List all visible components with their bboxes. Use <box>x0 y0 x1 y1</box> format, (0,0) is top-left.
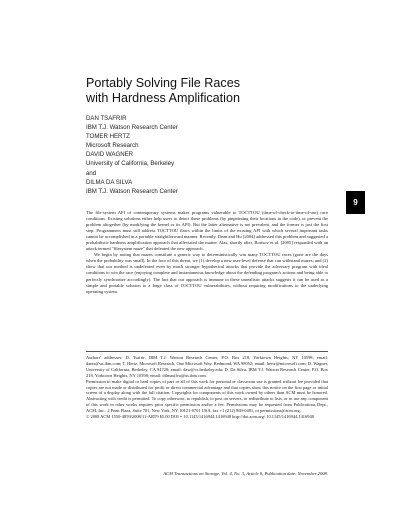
author-affiliation: IBM T.J. Watson Research Center <box>86 187 178 195</box>
permission-notice: Permission to make digital or hard copies of part or all of this work for personal or classroom use is granted without fee provided that copies are not made or distributed for profit or direct commercial advantage and that copies show this notice on the first page or initial screen of a display along with the full citation. Copyrights for components of this work owned by others than ACM must be honored. Abstracting with credit is permitted. To copy otherwise, to republish, to post on servers, to redistribute to lists, or to use any component of this work in other works requires prior specific permission and/or a fee. Permissions may be requested from Publications Dept., ACM, Inc., 2 Penn Plaza, Suite 701, New York, NY 10121-0701 USA, fax +1 (212) 869-0481, or permissions@acm.org. <box>86 378 328 414</box>
abstract-paragraph: We begin by noting that mazes constitute a generic way to deterministically win many TOCTTOU races (gone are the days when the probability was small). In the face of this threat, we (1) develop a new user-level defense that can withstand mazes; and (2) show that our method is undefeated even by much stronger hypothetical attacks that provide the adversary program with ideal conditions to win the race (enjoying complete and instantaneous knowledge about the defending program's actions and being able to perfectly synchronize accordingly). The fact that our approach is immune to these unrealistic attacks suggests it can be used as a simple and portable solution to a large class of TOCTTOU vulnerabilities, without requiring modifications to the underlying operating system. <box>86 252 328 294</box>
author-list <box>86 114 336 196</box>
chapter-tab: 9 <box>346 191 365 214</box>
paper-title <box>86 76 366 105</box>
author-name: DAN TSAFRIR <box>86 115 127 122</box>
copyright-line: © 2008 ACM 1550-4859/2008/11-ART9 $5.00 DOI = 10.1145/1416944.1416948 http://doi.acm.org/ 10.1145/1416944.1416948 <box>86 414 314 420</box>
author-addresses: Authors' addresses: D. Tsafrir, IBM T.J. Watson Research Center, P.O. Box 218, Yorktown Heights, NY 10598; email: dants@us.ibm.com; T. Hertz, Microsoft Research, One Microsoft Way, Redmond, WA 98052; email: hertz@microsoft.com; D. Wagner, University of California, Berkeley, CA 94720; email: daw@cs.berkeley.edu; D. Da Silva, IBM T.J. Watson Research Center, P.O. Box 218, Yorktown Heights, NY 10598; email: dilmasilva@us.ibm.com. <box>86 355 328 378</box>
author-affiliation: IBM T.J. Watson Research Center <box>86 124 178 132</box>
author-conjunction: and <box>86 169 97 177</box>
abstract-paragraph: The file-system API of contemporary systems makes programs vulnerable to TOCTTOU (time-of-check-to-time-of-use) race conditions. Existing solutions either help users to detect these problems (by pinpointing their locations in the code), or prevent the problem altogether (by modifying the kernel or its API). But the latter alternative is not prevalent, and the former is just the first step: Programmers must still address TOCTTOU flaws within the limits of the existing API with which several important tasks cannot be accomplished in a portable straightforward manner. Recently, Dean and Hu [2004] addressed this problem and suggested a probabilistic hardness amplification approach that alleviated the matter. Alas, shortly after, Borisov et al. [2005] responded with an attack termed "filesystem maze" that defeated the new approach. <box>86 210 328 252</box>
author-name: TOMER HERTZ <box>86 133 130 141</box>
author-affiliation: University of California, Berkeley <box>86 160 175 168</box>
title-line-2: with Hardness Amplification <box>86 90 240 105</box>
author-name: DAVID WAGNER <box>86 151 134 159</box>
journal-footer: ACM Transactions on Storage, Vol. 4, No. 3, Article 9, Publication date: November 2008. <box>163 471 328 476</box>
footnote-divider <box>86 351 328 352</box>
abstract <box>86 210 328 295</box>
footnote <box>86 355 328 420</box>
author-affiliation: Microsoft Research <box>86 142 139 150</box>
title-line-1: Portably Solving File Races <box>86 76 240 90</box>
author-name: DILMA DA SILVA <box>86 178 133 186</box>
